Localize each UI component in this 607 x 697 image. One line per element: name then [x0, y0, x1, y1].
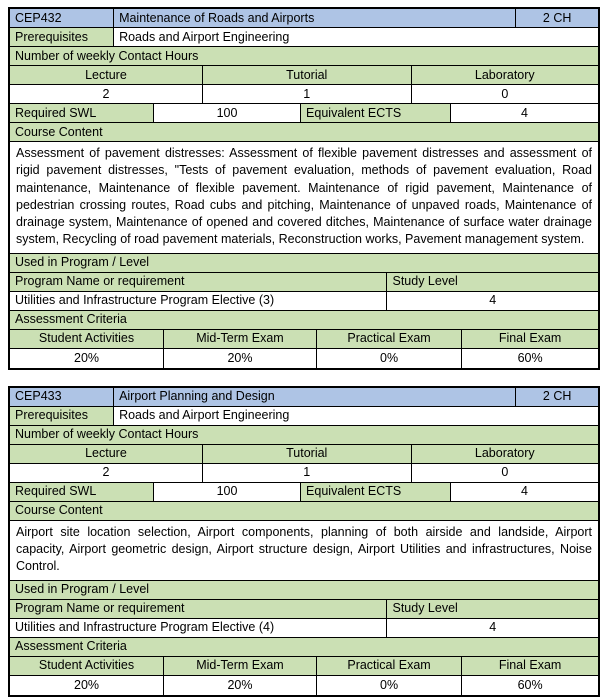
study-level-label: Study Level	[387, 273, 598, 291]
program-name-value: Utilities and Infrastructure Program Elective (4)	[10, 619, 387, 637]
assessment-criteria-label: Assessment Criteria	[10, 311, 598, 329]
assessment-criteria-header-row	[10, 311, 598, 330]
final-exam-label: Final Exam	[462, 330, 598, 348]
required-swl-label: Required SWL	[10, 483, 154, 501]
course-content-header-row	[10, 502, 598, 521]
program-level-values-row	[10, 619, 598, 638]
assessment-columns-row	[10, 657, 598, 676]
program-name-label: Program Name or requirement	[10, 600, 387, 618]
course-content-row	[10, 521, 598, 581]
contact-hours-label: Number of weekly Contact Hours	[10, 426, 598, 444]
used-in-program-label: Used in Program / Level	[10, 581, 598, 599]
study-level-value: 4	[489, 620, 497, 635]
laboratory-label: Laboratory	[412, 66, 598, 84]
program-name-label: Program Name or requirement	[10, 273, 387, 291]
contact-hours-header-row	[10, 426, 598, 445]
required-swl-value: 100	[154, 104, 301, 122]
prerequisites-row	[10, 407, 598, 426]
prerequisites-row	[10, 28, 598, 47]
course-content-label: Course Content	[10, 123, 598, 141]
mid-term-pct: 20%	[164, 349, 317, 368]
lecture-label: Lecture	[10, 66, 203, 84]
assessment-values-row	[10, 676, 598, 695]
practical-pct: 0%	[317, 676, 462, 695]
equivalent-ects-value: 4	[521, 105, 528, 120]
practical-pct: 0%	[317, 349, 462, 368]
course-code: CEP432	[10, 9, 114, 27]
contact-hours-values-row	[10, 464, 598, 483]
lecture-label: Lecture	[10, 445, 203, 463]
course-content-header-row	[10, 123, 598, 142]
final-exam-label: Final Exam	[462, 657, 598, 675]
study-level-label: Study Level	[387, 600, 598, 618]
assessment-values-row	[10, 349, 598, 368]
practical-exam-label: Practical Exam	[317, 330, 462, 348]
swl-ects-row	[10, 104, 598, 123]
laboratory-label: Laboratory	[412, 445, 598, 463]
tutorial-hours: 1	[203, 85, 412, 103]
equivalent-ects-label: Equivalent ECTS	[301, 104, 451, 122]
program-level-header-row	[10, 273, 598, 292]
used-in-program-row	[10, 581, 598, 600]
mid-term-exam-label: Mid-Term Exam	[164, 657, 317, 675]
assessment-criteria-header-row	[10, 638, 598, 657]
final-pct: 60%	[517, 350, 543, 365]
assessment-criteria-label: Assessment Criteria	[10, 638, 598, 656]
used-in-program-label: Used in Program / Level	[10, 254, 598, 272]
contact-hours-values-row	[10, 85, 598, 104]
mid-term-exam-label: Mid-Term Exam	[164, 330, 317, 348]
program-name-value: Utilities and Infrastructure Program Elective (3)	[10, 292, 387, 310]
tutorial-hours: 1	[203, 464, 412, 482]
student-activities-label: Student Activities	[10, 330, 164, 348]
contact-hours-column-row	[10, 66, 598, 85]
course-content-label: Course Content	[10, 502, 598, 520]
required-swl-value: 100	[154, 483, 301, 501]
laboratory-hours: 0	[501, 465, 509, 480]
course-content-row	[10, 142, 598, 254]
prerequisites-label: Prerequisites	[10, 407, 114, 425]
course-header-row	[10, 388, 598, 407]
credit-hours: 2 CH	[516, 9, 598, 27]
program-level-values-row	[10, 292, 598, 311]
prerequisite-value: Roads and Airport Engineering	[119, 408, 290, 423]
prerequisite-value: Roads and Airport Engineering	[119, 29, 290, 44]
course-header-row	[10, 9, 598, 28]
course-content-text: Assessment of pavement distresses: Assessment of flexible pavement distresses and assessment of rigid pavement distresses, "Tests of pavement evaluation, methods of pavement evaluation, Road maintenance, Maintenance of flexible pavement. Maintenance of rigid pavement, Maintenance of pedestrian crossing routes, Road cubs and pitching, Maintenance of unpaved roads, Maintenance of drainage system, Maintenance of opened and covered ditches, Maintenance of surface water drainage system, Recycling of road pavement materials, Reconstruction works, Pavement management system.	[16, 146, 592, 247]
equivalent-ects-value: 4	[521, 484, 528, 499]
student-activities-pct: 20%	[10, 349, 164, 368]
study-level-value: 4	[489, 293, 497, 308]
student-activities-label: Student Activities	[10, 657, 164, 675]
required-swl-label: Required SWL	[10, 104, 154, 122]
contact-hours-label: Number of weekly Contact Hours	[10, 47, 598, 65]
final-pct: 60%	[517, 677, 543, 692]
lecture-hours: 2	[10, 85, 203, 103]
credit-hours: 2 CH	[516, 388, 598, 406]
tutorial-label: Tutorial	[203, 66, 412, 84]
course-code: CEP433	[10, 388, 114, 406]
course-title: Airport Planning and Design	[114, 388, 516, 406]
course-table-cep432	[8, 7, 600, 370]
mid-term-pct: 20%	[164, 676, 317, 695]
practical-exam-label: Practical Exam	[317, 657, 462, 675]
equivalent-ects-label: Equivalent ECTS	[301, 483, 451, 501]
contact-hours-column-row	[10, 445, 598, 464]
contact-hours-header-row	[10, 47, 598, 66]
prerequisites-label: Prerequisites	[10, 28, 114, 46]
assessment-columns-row	[10, 330, 598, 349]
used-in-program-row	[10, 254, 598, 273]
tutorial-label: Tutorial	[203, 445, 412, 463]
swl-ects-row	[10, 483, 598, 502]
course-table-cep433	[8, 386, 600, 697]
program-level-header-row	[10, 600, 598, 619]
student-activities-pct: 20%	[10, 676, 164, 695]
course-content-text: Airport site location selection, Airport components, planning of both airside and landside, Airport capacity, Airport geometric design, Airport structure design, Airport Utilities and infrastructures, Noise Control.	[16, 524, 592, 574]
laboratory-hours: 0	[501, 86, 509, 101]
course-title: Maintenance of Roads and Airports	[114, 9, 516, 27]
lecture-hours: 2	[10, 464, 203, 482]
